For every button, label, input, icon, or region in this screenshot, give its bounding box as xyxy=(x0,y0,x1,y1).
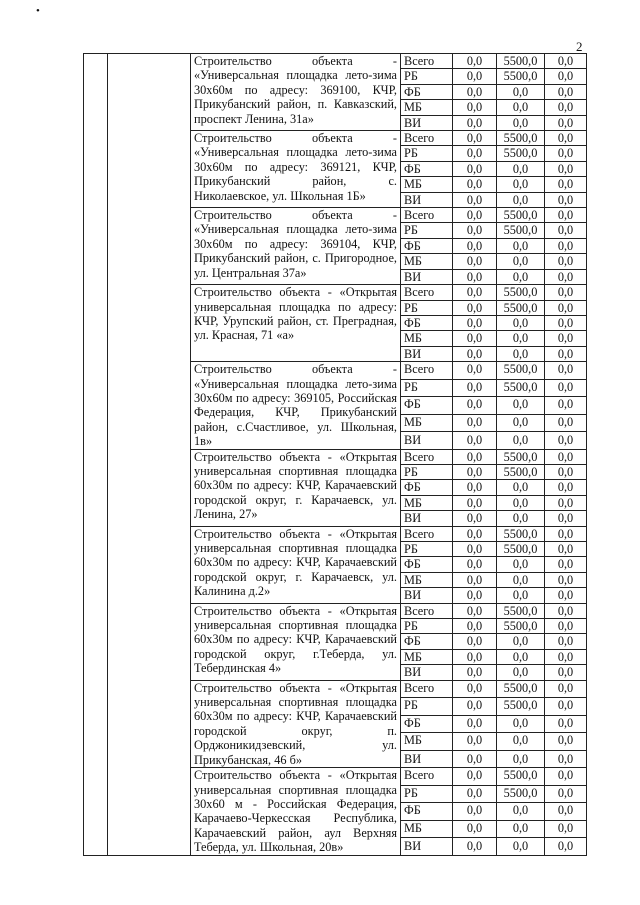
amount-v2: 5500,0 xyxy=(497,285,545,300)
amount-v1: 0,0 xyxy=(453,449,497,464)
amount-v1: 0,0 xyxy=(453,603,497,618)
funding-source: Всего xyxy=(401,768,453,785)
amount-v3: 0,0 xyxy=(545,254,587,269)
amount-v2: 0,0 xyxy=(497,397,545,414)
funding-source: ФБ xyxy=(401,480,453,495)
amount-v3: 0,0 xyxy=(545,346,587,361)
amount-v1: 0,0 xyxy=(453,665,497,680)
amount-v3: 0,0 xyxy=(545,542,587,557)
funding-source: МБ xyxy=(401,733,453,750)
amount-v1: 0,0 xyxy=(453,269,497,284)
amount-v2: 0,0 xyxy=(497,315,545,330)
amount-v3: 0,0 xyxy=(545,115,587,130)
amount-v2: 0,0 xyxy=(497,254,545,269)
amount-v1: 0,0 xyxy=(453,733,497,750)
amount-v3: 0,0 xyxy=(545,69,587,84)
amount-v2: 5500,0 xyxy=(497,362,545,379)
funding-source: РБ xyxy=(401,464,453,479)
amount-v1: 0,0 xyxy=(453,557,497,572)
funding-source: МБ xyxy=(401,331,453,346)
funding-source: ФБ xyxy=(401,803,453,820)
amount-v2: 5500,0 xyxy=(497,54,545,69)
object-description: Строительство объекта - «Универсальная площадка лето-зима 30х60м по адресу: 369100, КЧР, Прикубанский район, п. Кавказский, проспект Ленина, 31а» xyxy=(191,54,401,131)
amount-v3: 0,0 xyxy=(545,495,587,510)
amount-v3: 0,0 xyxy=(545,54,587,69)
amount-v3: 0,0 xyxy=(545,820,587,837)
amount-v2: 0,0 xyxy=(497,161,545,176)
funding-source: РБ xyxy=(401,698,453,715)
amount-v1: 0,0 xyxy=(453,238,497,253)
amount-v2: 0,0 xyxy=(497,100,545,115)
amount-v3: 0,0 xyxy=(545,838,587,856)
funding-source: ФБ xyxy=(401,715,453,732)
amount-v1: 0,0 xyxy=(453,379,497,396)
amount-v3: 0,0 xyxy=(545,785,587,802)
amount-v1: 0,0 xyxy=(453,131,497,146)
amount-v1: 0,0 xyxy=(453,588,497,603)
amount-v2: 0,0 xyxy=(497,511,545,526)
amount-v3: 0,0 xyxy=(545,84,587,99)
amount-v3: 0,0 xyxy=(545,464,587,479)
amount-v1: 0,0 xyxy=(453,177,497,192)
amount-v3: 0,0 xyxy=(545,331,587,346)
funding-source: ВИ xyxy=(401,750,453,768)
amount-v1: 0,0 xyxy=(453,397,497,414)
amount-v2: 5500,0 xyxy=(497,785,545,802)
amount-v2: 5500,0 xyxy=(497,449,545,464)
funding-source: МБ xyxy=(401,414,453,431)
amount-v2: 0,0 xyxy=(497,331,545,346)
funding-source: ВИ xyxy=(401,346,453,361)
amount-v1: 0,0 xyxy=(453,432,497,450)
funding-source: МБ xyxy=(401,649,453,664)
amount-v3: 0,0 xyxy=(545,285,587,300)
amount-v2: 5500,0 xyxy=(497,464,545,479)
object-description: Строительство объекта - «Универсальная площадка лето-зима 30х60м по адресу: 369104, КЧР, Прикубанский район, с. Пригородное, ул. Центральная 37а» xyxy=(191,208,401,285)
funding-source: РБ xyxy=(401,379,453,396)
amount-v1: 0,0 xyxy=(453,285,497,300)
amount-v2: 5500,0 xyxy=(497,208,545,223)
amount-v3: 0,0 xyxy=(545,100,587,115)
amount-v2: 5500,0 xyxy=(497,680,545,697)
funding-source: МБ xyxy=(401,254,453,269)
funding-source: МБ xyxy=(401,820,453,837)
funding-source: ВИ xyxy=(401,192,453,207)
funding-source: РБ xyxy=(401,542,453,557)
funding-source: ВИ xyxy=(401,432,453,450)
amount-v1: 0,0 xyxy=(453,208,497,223)
object-description: Строительство объекта - «Открытая универсальная спортивная площадка 60х30м по адресу: КЧР, Карачаевский городской округ, г. Карачаевск, ул. Калинина д.2» xyxy=(191,526,401,603)
amount-v2: 5500,0 xyxy=(497,603,545,618)
financing-table xyxy=(83,53,587,856)
amount-v1: 0,0 xyxy=(453,346,497,361)
amount-v2: 5500,0 xyxy=(497,542,545,557)
amount-v1: 0,0 xyxy=(453,750,497,768)
funding-source: РБ xyxy=(401,619,453,634)
funding-source: РБ xyxy=(401,146,453,161)
amount-v2: 5500,0 xyxy=(497,698,545,715)
amount-v2: 0,0 xyxy=(497,346,545,361)
amount-v1: 0,0 xyxy=(453,785,497,802)
amount-v1: 0,0 xyxy=(453,698,497,715)
amount-v3: 0,0 xyxy=(545,698,587,715)
amount-v1: 0,0 xyxy=(453,768,497,785)
amount-v2: 5500,0 xyxy=(497,300,545,315)
amount-v2: 5500,0 xyxy=(497,223,545,238)
funding-source: Всего xyxy=(401,362,453,379)
funding-source: Всего xyxy=(401,54,453,69)
amount-v3: 0,0 xyxy=(545,572,587,587)
amount-v1: 0,0 xyxy=(453,634,497,649)
object-description: Строительство объекта - «Универсальная площадка лето-зима 30х60м по адресу: 369121, КЧР, Прикубанский район, с. Николаевское, ул. Школьная 1Б» xyxy=(191,131,401,208)
amount-v2: 0,0 xyxy=(497,269,545,284)
funding-source: МБ xyxy=(401,100,453,115)
amount-v3: 0,0 xyxy=(545,557,587,572)
amount-v2: 0,0 xyxy=(497,733,545,750)
funding-source: ФБ xyxy=(401,84,453,99)
amount-v1: 0,0 xyxy=(453,542,497,557)
amount-v3: 0,0 xyxy=(545,397,587,414)
amount-v3: 0,0 xyxy=(545,223,587,238)
amount-v3: 0,0 xyxy=(545,161,587,176)
amount-v1: 0,0 xyxy=(453,146,497,161)
amount-v2: 0,0 xyxy=(497,480,545,495)
amount-v1: 0,0 xyxy=(453,161,497,176)
amount-v3: 0,0 xyxy=(545,208,587,223)
funding-source: Всего xyxy=(401,208,453,223)
amount-v3: 0,0 xyxy=(545,588,587,603)
amount-v3: 0,0 xyxy=(545,238,587,253)
amount-v2: 0,0 xyxy=(497,495,545,510)
amount-v3: 0,0 xyxy=(545,750,587,768)
amount-v3: 0,0 xyxy=(545,680,587,697)
object-description: Строительство объекта - «Открытая универсальная спортивная площадка 60х30м по адресу: КЧР, Карачаевский городской округ, г.Теберда, ул. Тебердинская 4» xyxy=(191,603,401,680)
object-description: Строительство объекта - «Открытая универсальная спортивная площадка 60х30м по адресу: КЧР, Карачаевский городской округ, п. Орджоникидзевский, ул. Прикубанская, 46 б» xyxy=(191,680,401,767)
funding-source: ВИ xyxy=(401,269,453,284)
amount-v1: 0,0 xyxy=(453,300,497,315)
amount-v3: 0,0 xyxy=(545,192,587,207)
amount-v2: 0,0 xyxy=(497,238,545,253)
amount-v1: 0,0 xyxy=(453,619,497,634)
funding-source: РБ xyxy=(401,223,453,238)
amount-v1: 0,0 xyxy=(453,192,497,207)
object-description: Строительство объекта - «Открытая универсальная площадка по адресу: КЧР, Урупский район, ст. Преградная, ул. Красная, 71 «а» xyxy=(191,285,401,362)
page-number: 2 xyxy=(576,39,583,54)
amount-v3: 0,0 xyxy=(545,733,587,750)
amount-v3: 0,0 xyxy=(545,432,587,450)
amount-v1: 0,0 xyxy=(453,84,497,99)
amount-v1: 0,0 xyxy=(453,315,497,330)
amount-v1: 0,0 xyxy=(453,838,497,856)
funding-source: ФБ xyxy=(401,161,453,176)
amount-v2: 5500,0 xyxy=(497,526,545,541)
funding-source: ВИ xyxy=(401,838,453,856)
amount-v3: 0,0 xyxy=(545,715,587,732)
amount-v1: 0,0 xyxy=(453,414,497,431)
object-description: Строительство объекта - «Открытая универсальная спортивная площадка 30х60 м - Российская Федерация, Карачаево-Черкесская Республика, Карачаевский район, аул Верхняя Теберда, ул. Школьная, 20в» xyxy=(191,768,401,855)
funding-source: МБ xyxy=(401,177,453,192)
amount-v2: 0,0 xyxy=(497,572,545,587)
amount-v3: 0,0 xyxy=(545,315,587,330)
amount-v1: 0,0 xyxy=(453,223,497,238)
amount-v2: 0,0 xyxy=(497,177,545,192)
funding-source: Всего xyxy=(401,680,453,697)
funding-source: ВИ xyxy=(401,511,453,526)
amount-v3: 0,0 xyxy=(545,526,587,541)
amount-v1: 0,0 xyxy=(453,54,497,69)
amount-v3: 0,0 xyxy=(545,619,587,634)
amount-v1: 0,0 xyxy=(453,100,497,115)
scan-mark: • xyxy=(36,5,40,17)
table-row xyxy=(84,54,587,69)
amount-v1: 0,0 xyxy=(453,331,497,346)
amount-v2: 0,0 xyxy=(497,634,545,649)
funding-source: РБ xyxy=(401,300,453,315)
amount-v1: 0,0 xyxy=(453,526,497,541)
amount-v3: 0,0 xyxy=(545,177,587,192)
amount-v3: 0,0 xyxy=(545,131,587,146)
funding-source: ВИ xyxy=(401,665,453,680)
amount-v2: 0,0 xyxy=(497,588,545,603)
funding-source: Всего xyxy=(401,131,453,146)
amount-v2: 0,0 xyxy=(497,820,545,837)
amount-v2: 0,0 xyxy=(497,432,545,450)
amount-v1: 0,0 xyxy=(453,511,497,526)
amount-v1: 0,0 xyxy=(453,572,497,587)
amount-v1: 0,0 xyxy=(453,495,497,510)
amount-v3: 0,0 xyxy=(545,362,587,379)
amount-v2: 0,0 xyxy=(497,715,545,732)
amount-v3: 0,0 xyxy=(545,803,587,820)
funding-source: Всего xyxy=(401,285,453,300)
amount-v1: 0,0 xyxy=(453,254,497,269)
amount-v2: 0,0 xyxy=(497,84,545,99)
amount-v3: 0,0 xyxy=(545,768,587,785)
amount-v3: 0,0 xyxy=(545,649,587,664)
funding-source: РБ xyxy=(401,69,453,84)
funding-source: Всего xyxy=(401,603,453,618)
amount-v2: 0,0 xyxy=(497,192,545,207)
amount-v3: 0,0 xyxy=(545,269,587,284)
funding-source: ВИ xyxy=(401,115,453,130)
funding-source: ФБ xyxy=(401,557,453,572)
amount-v1: 0,0 xyxy=(453,69,497,84)
amount-v2: 5500,0 xyxy=(497,619,545,634)
amount-v3: 0,0 xyxy=(545,603,587,618)
funding-source: Всего xyxy=(401,449,453,464)
amount-v1: 0,0 xyxy=(453,115,497,130)
number-column-cell xyxy=(84,54,108,856)
amount-v1: 0,0 xyxy=(453,715,497,732)
funding-source: РБ xyxy=(401,785,453,802)
funding-source: ФБ xyxy=(401,238,453,253)
amount-v1: 0,0 xyxy=(453,480,497,495)
amount-v1: 0,0 xyxy=(453,464,497,479)
amount-v1: 0,0 xyxy=(453,362,497,379)
amount-v3: 0,0 xyxy=(545,146,587,161)
amount-v1: 0,0 xyxy=(453,649,497,664)
funding-source: ФБ xyxy=(401,397,453,414)
amount-v3: 0,0 xyxy=(545,665,587,680)
amount-v3: 0,0 xyxy=(545,480,587,495)
amount-v2: 0,0 xyxy=(497,649,545,664)
amount-v2: 5500,0 xyxy=(497,131,545,146)
amount-v2: 0,0 xyxy=(497,750,545,768)
amount-v3: 0,0 xyxy=(545,414,587,431)
amount-v2: 0,0 xyxy=(497,557,545,572)
funding-source: ВИ xyxy=(401,588,453,603)
funding-source: МБ xyxy=(401,495,453,510)
amount-v3: 0,0 xyxy=(545,449,587,464)
amount-v2: 5500,0 xyxy=(497,69,545,84)
amount-v3: 0,0 xyxy=(545,379,587,396)
amount-v1: 0,0 xyxy=(453,820,497,837)
object-description: Строительство объекта - «Открытая универсальная спортивная площадка 60х30м по адресу: КЧР, Карачаевский городской округ, г. Карачаевск, ул. Ленина, 27» xyxy=(191,449,401,526)
name-column-cell xyxy=(108,54,191,856)
amount-v2: 0,0 xyxy=(497,665,545,680)
amount-v2: 0,0 xyxy=(497,414,545,431)
funding-source: ФБ xyxy=(401,634,453,649)
amount-v3: 0,0 xyxy=(545,634,587,649)
amount-v2: 5500,0 xyxy=(497,146,545,161)
object-description: Строительство объекта - «Универсальная площадка лето-зима 30х60м по адресу: 369105, Российская Федерация, КЧР, Прикубанский район, с.Счастливое, ул. Школьная, 1в» xyxy=(191,362,401,449)
funding-source: ФБ xyxy=(401,315,453,330)
amount-v2: 0,0 xyxy=(497,803,545,820)
amount-v1: 0,0 xyxy=(453,680,497,697)
amount-v3: 0,0 xyxy=(545,511,587,526)
funding-source: МБ xyxy=(401,572,453,587)
amount-v2: 0,0 xyxy=(497,115,545,130)
amount-v2: 5500,0 xyxy=(497,768,545,785)
amount-v3: 0,0 xyxy=(545,300,587,315)
amount-v2: 5500,0 xyxy=(497,379,545,396)
funding-source: Всего xyxy=(401,526,453,541)
amount-v2: 0,0 xyxy=(497,838,545,856)
amount-v1: 0,0 xyxy=(453,803,497,820)
